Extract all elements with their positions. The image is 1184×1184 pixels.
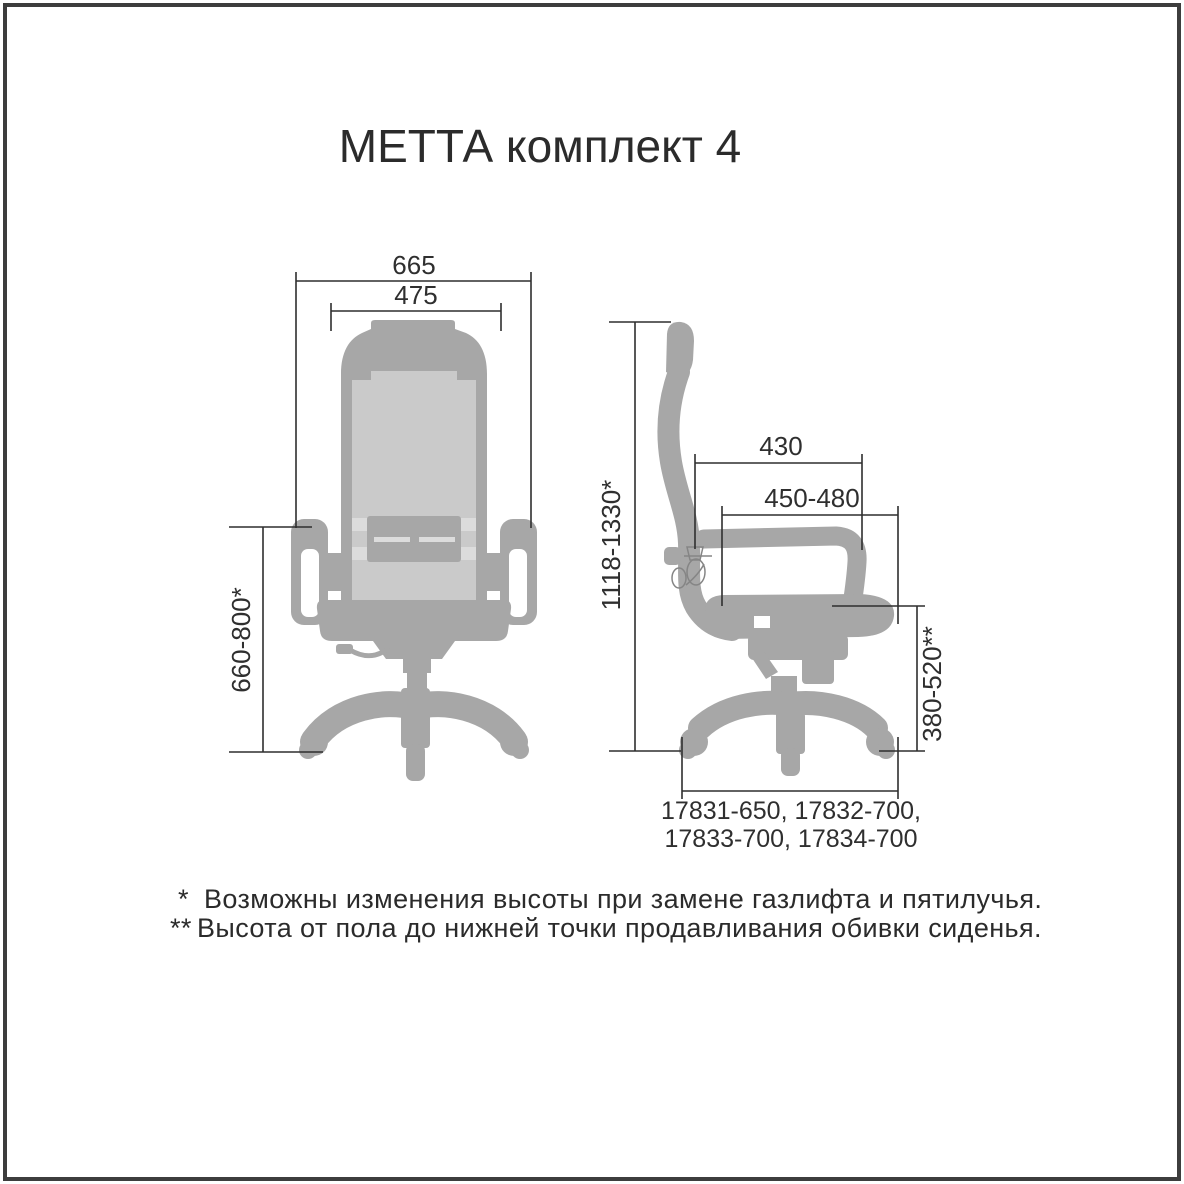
dim-back-to-armrest-value: 430 bbox=[759, 431, 803, 461]
page-border bbox=[5, 5, 1179, 1179]
front-view-chair bbox=[291, 320, 537, 781]
front-cable-handle bbox=[336, 644, 353, 654]
side-center-leg bbox=[776, 712, 805, 754]
front-lumbar-slot-left bbox=[374, 537, 410, 542]
front-mesh-panel bbox=[352, 380, 476, 602]
footnote-1-marker: * bbox=[178, 884, 189, 914]
side-knob-cap bbox=[664, 547, 681, 565]
side-center-caster bbox=[781, 748, 800, 776]
base-models-line2: 17833-700, 17834-700 bbox=[664, 825, 918, 853]
side-mechanism-block bbox=[802, 648, 834, 684]
front-armrest-left-slot bbox=[301, 549, 319, 617]
dim-armrest-height-value: 660-800* bbox=[226, 587, 256, 693]
base-models-line1: 17831-650, 17832-700, bbox=[661, 797, 921, 825]
front-cable bbox=[350, 648, 389, 656]
side-seat-notch bbox=[754, 616, 770, 628]
page-title: МЕТТА комплект 4 bbox=[338, 120, 742, 172]
dim-seat-depth-value: 450-480 bbox=[764, 483, 860, 513]
side-caster-right-wheel bbox=[877, 741, 895, 759]
front-center-caster bbox=[406, 744, 425, 781]
side-view-dimensions bbox=[596, 322, 947, 853]
front-caster-left-wheel bbox=[299, 741, 317, 759]
front-gas-lift bbox=[403, 641, 431, 673]
footnote-2-marker: ** bbox=[170, 913, 192, 943]
dim-backrest-width-value: 475 bbox=[394, 280, 438, 310]
front-center-leg bbox=[401, 688, 430, 748]
side-view-chair bbox=[664, 322, 895, 776]
footnote-1-text: Возможны изменения высоты при замене газлифта и пятилучья. bbox=[204, 884, 1043, 914]
front-mesh-top-step bbox=[371, 371, 457, 382]
footnotes bbox=[170, 884, 1042, 943]
dim-overall-height-value: 1118-1330* bbox=[596, 479, 626, 611]
front-armrest-right-slot bbox=[509, 549, 527, 617]
front-lumbar-slot-right bbox=[419, 537, 455, 542]
dim-overall-width-value: 665 bbox=[392, 250, 436, 280]
footnote-2-text: Высота от пола до нижней точки продавливания обивки сиденья. bbox=[197, 913, 1042, 943]
side-seat bbox=[705, 594, 894, 639]
dim-seat-height-value: 380-520** bbox=[917, 626, 947, 742]
front-caster-right-wheel bbox=[511, 741, 529, 759]
